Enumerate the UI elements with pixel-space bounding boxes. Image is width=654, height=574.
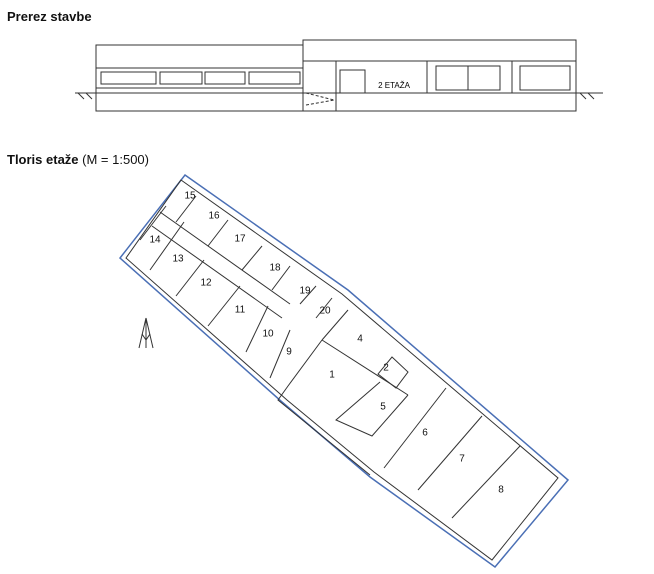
room-label: 20	[319, 305, 331, 317]
room-label: 8	[498, 484, 504, 496]
floor-label: 2 ETAŽA	[378, 81, 410, 90]
room-label: 11	[234, 304, 246, 316]
room-label: 19	[299, 285, 311, 297]
room-label: 10	[262, 328, 274, 340]
window	[520, 66, 570, 90]
room-label: 14	[149, 234, 161, 246]
right-wing	[303, 40, 576, 111]
section-title: Prerez stavbe	[7, 9, 92, 24]
room-label: 16	[208, 210, 220, 222]
room-label: 18	[269, 262, 281, 274]
window	[249, 72, 300, 84]
room-label: 12	[200, 277, 212, 289]
window	[160, 72, 202, 84]
building-outline	[120, 175, 568, 567]
window	[101, 72, 156, 84]
room-label: 1	[329, 369, 335, 381]
room-label: 13	[172, 253, 184, 265]
room-label: 17	[234, 233, 246, 245]
room-label: 7	[459, 453, 465, 465]
left-wing	[96, 45, 303, 111]
floor-plan	[120, 175, 568, 567]
building-section	[75, 40, 603, 111]
room-label: 15	[184, 190, 196, 202]
room-label: 5	[380, 401, 386, 413]
room-label: 2	[383, 362, 389, 374]
plan-scale: (M = 1:500)	[82, 152, 149, 167]
window	[205, 72, 245, 84]
plan-title-text: Tloris etaže	[7, 152, 79, 167]
partition-lines	[126, 180, 558, 560]
room-label: 4	[357, 333, 363, 345]
room-label: 9	[286, 346, 292, 358]
room-label: 6	[422, 427, 428, 439]
door	[340, 70, 365, 93]
north-arrow-icon	[139, 318, 153, 348]
